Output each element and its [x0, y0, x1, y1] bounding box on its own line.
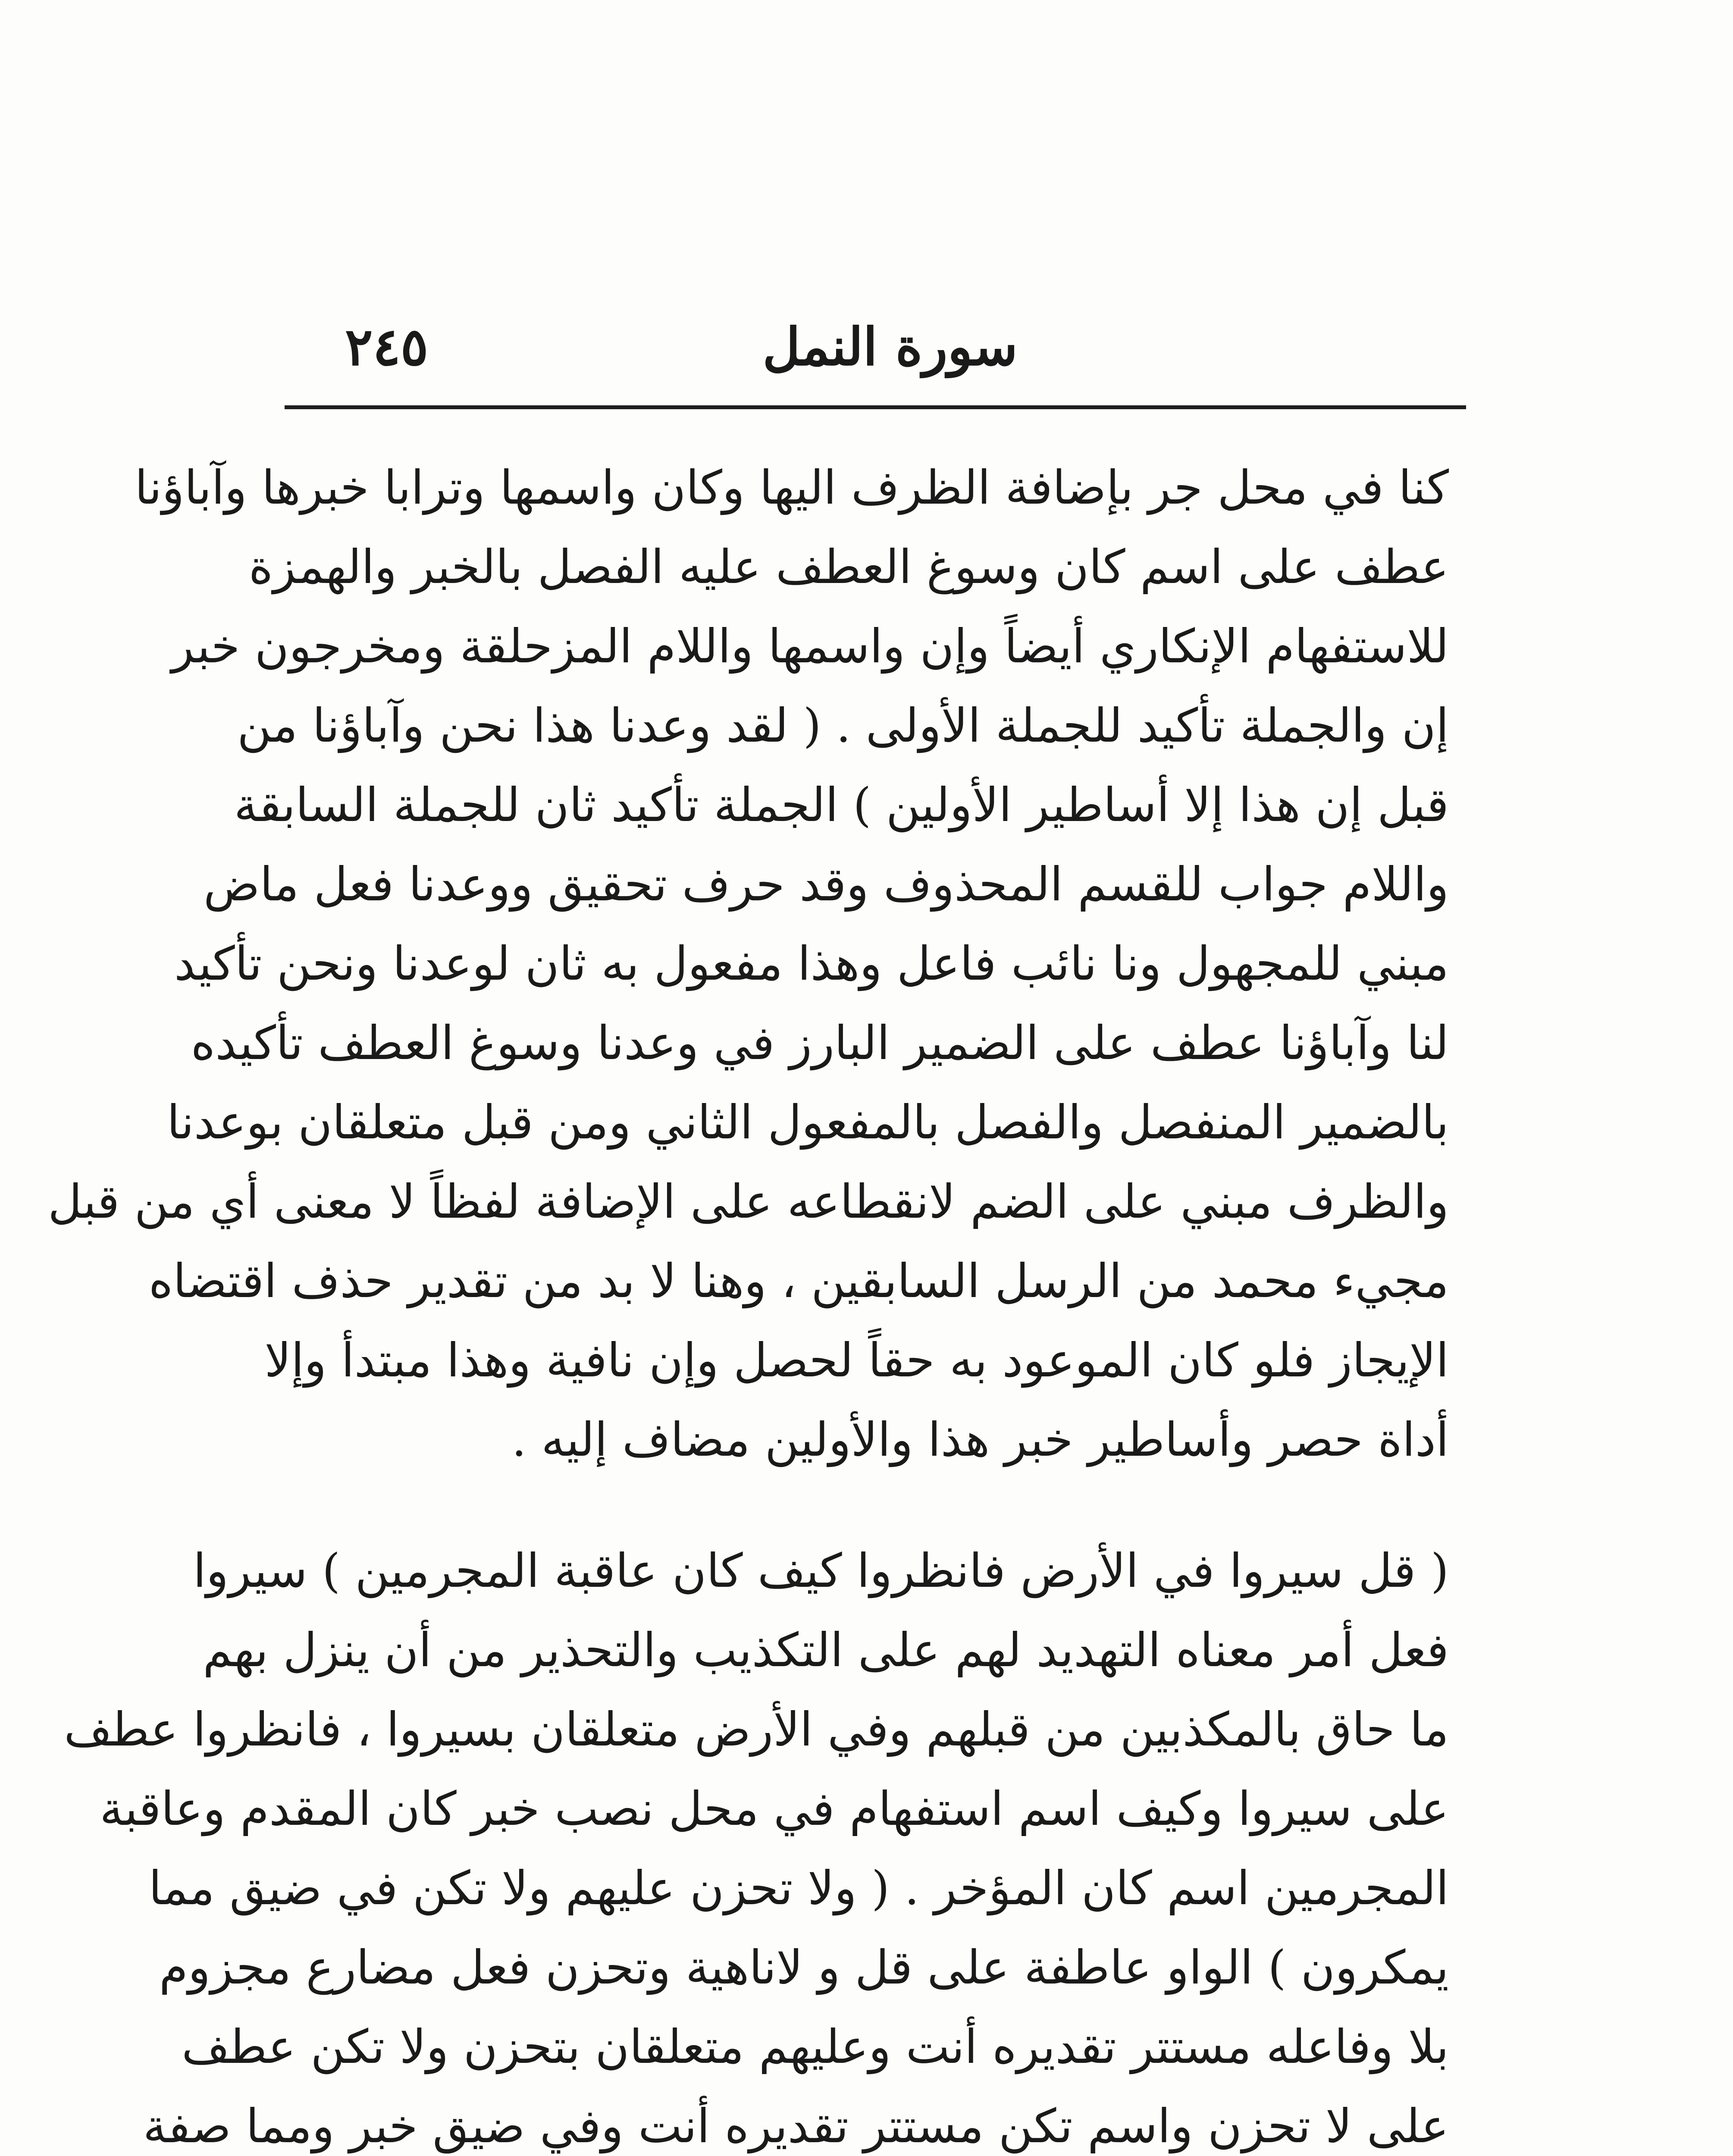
page-number: ٢٤٥ — [345, 317, 429, 377]
text-line: لنا وآباؤنا عطف على الضمير البارز في وعدنا وسوغ العطف تأكيده — [191, 1016, 1449, 1070]
text-line: ( قل سيروا في الأرض فانظروا كيف كان عاقبة المجرمين ) سيروا — [193, 1544, 1449, 1598]
text-line: قبل إن هذا إلا أساطير الأولين ) الجملة تأكيد ثان للجملة السابقة — [234, 778, 1449, 832]
text-line: إن والجملة تأكيد للجملة الأولى . ( لقد وعدنا هذا نحن وآباؤنا من — [237, 699, 1449, 753]
text-line: المجرمين اسم كان المؤخر . ( ولا تحزن عليهم ولا تكن في ضيق مما — [148, 1861, 1449, 1915]
paragraph-2 — [64, 1532, 1449, 2156]
text-line: الإيجاز فلو كان الموعود به حقاً لحصل وإن نافية وهذا مبتدأ وإلا — [264, 1334, 1449, 1388]
text-line: أداة حصر وأساطير خبر هذا والأولين مضاف إليه . — [511, 1413, 1449, 1467]
text-line: يمكرون ) الواو عاطفة على قل و لاناهية وتحزن فعل مضارع مجزوم — [159, 1941, 1449, 1995]
text-line: مبني للمجهول ونا نائب فاعل وهذا مفعول به ثان لوعدنا ونحن تأكيد — [174, 937, 1449, 991]
text-line: بالضمير المنفصل والفصل بالمفعول الثاني ومن قبل متعلقان بوعدنا — [166, 1096, 1449, 1150]
text-line: كنا في محل جر بإضافة الظرف اليها وكان واسمها وترابا خبرها وآباؤنا — [135, 461, 1449, 515]
surah-title: سورة النمل — [762, 317, 1018, 377]
text-line: عطف على اسم كان وسوغ العطف عليه الفصل بالخبر والهمزة — [248, 540, 1449, 594]
text-line: للاستفهام الإنكاري أيضاً وإن واسمها واللام المزحلقة ومخرجون خبر — [171, 620, 1449, 674]
text-line: والظرف مبني على الضم لانقطاعه على الإضافة لفظاً لا معنى أي من قبل — [48, 1175, 1449, 1229]
text-line: على سيروا وكيف اسم استفهام في محل نصب خبر كان المقدم وعاقبة — [100, 1782, 1449, 1836]
paragraph-1 — [48, 448, 1449, 1480]
paragraph-spacer — [293, 1480, 1449, 1532]
text-line: بلا وفاعله مستتر تقديره أنت وعليهم متعلقان بتحزن ولا تكن عطف — [182, 2020, 1449, 2074]
text-line: على لا تحزن واسم تكن مستتر تقديره أنت وفي ضيق خبر ومما صفة — [143, 2100, 1449, 2153]
text-line: ما حاق بالمكذبين من قبلهم وفي الأرض متعلقان بسيروا ، فانظروا عطف — [64, 1703, 1449, 1757]
text-line: واللام جواب للقسم المحذوف وقد حرف تحقيق ووعدنا فعل ماض — [203, 858, 1449, 912]
text-line: فعل أمر معناه التهديد لهم على التكذيب والتحذير من أن ينزل بهم — [203, 1623, 1449, 1677]
running-header — [285, 302, 1466, 392]
header-divider — [285, 405, 1466, 409]
body-text — [48, 448, 1449, 2156]
text-line: مجيء محمد من الرسل السابقين ، وهنا لا بد من تقدير حذف اقتضاه — [148, 1254, 1449, 1308]
